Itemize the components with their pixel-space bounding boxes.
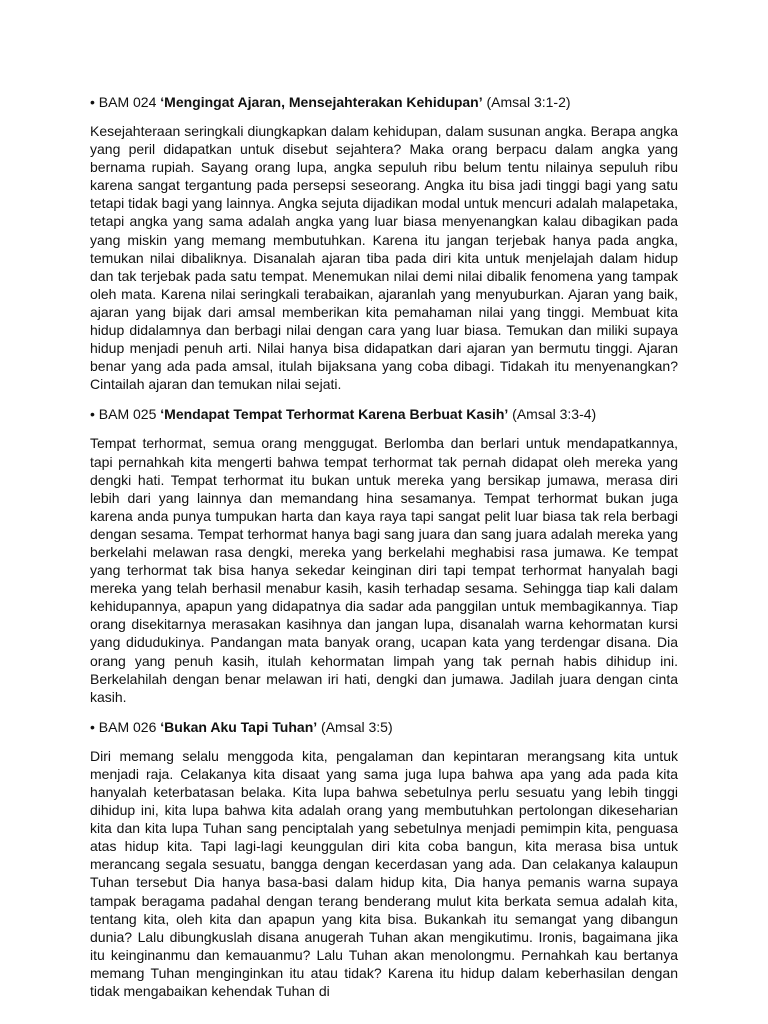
- section-body-bam-025: Tempat terhormat, semua orang menggugat. Berlomba dan berlari untuk mendapatkannya, tapi pernahkah kita mengerti bahwa tempat terhormat tak pernah didapat oleh mereka yang dengki hati. Tempat terhormat itu bukan untuk mereka yang bersikap jumawa, merasa diri lebih dari yang lainnya dan memandang hina sesamanya. Tempat terhormat bukan juga karena anda punya tumpukan harta dan kaya raya tapi sangat pelit luar biasa tak rela berbagi dengan sesama. Tempat terhormat hanya bagi sang juara dan sang juara adalah mereka yang berkelahi melawan rasa dengki, mereka yang berkelahi meghabisi rasa jumawa. Ke tempat yang terhormat tak bisa hanya sekedar keinginan diri tapi tempat terhormat hanyalah bagi mereka yang telah berhasil menabur kasih, kasih terhadap sesama. Sehingga tiap kali dalam kehidupannya, apapun yang didapatnya dia sadar ada panggilan untuk membagikannya. Tiap orang disekitarnya merasakan kasihnya dan jangan lupa, disanalah warna kehormatan kursi yang didudukinya. Pandangan mata banyak orang, ucapan kata yang terdengar disana. Dia orang yang penuh kasih, itulah kehormatan limpah yang tak pernah habis dihidup ini. Berkelahilah dengan benar melawan iri hati, dengki dan jumawa. Jadilah juara dengan cinta kasih.: [90, 435, 678, 705]
- section-body-bam-026: Diri memang selalu menggoda kita, pengalaman dan kepintaran merangsang kita untuk menjadi raja. Celakanya kita disaat yang sama juga lupa bahwa apa yang ada pada kita hanyalah keterbatasan belaka. Kita lupa bahwa sebetulnya perlu sesuatu yang lebih tinggi dihidup ini, kita lupa bahwa kita adalah orang yang membutuhkan pertolongan dikeseharian kita dan kita lupa Tuhan sang penciptalah yang sebetulnya menjadi pemimpin kita, penguasa atas hidup kita. Tapi lagi-lagi keunggulan diri kita coba bangun, kita merasa bisa untuk merancang segala sesuatu, bangga dengan kecerdasan yang ada. Dan celakanya kalaupun Tuhan tersebut Dia hanya basa-basi dalam hidup kita, Dia hanya pemanis warna supaya tampak beragama padahal dengan terang benderang mulut kita berkata semua adalah kita, tentang kita, oleh kita dan apapun yang kita bisa. Bukankah itu semangat yang dibangun dunia? Lalu dibungkuslah disana anugerah Tuhan akan mengikutimu. Ironis, bagaimana jika itu keinginanmu dan kemauanmu? Lalu Tuhan akan menolongmu. Pernahkah kau bertanya memang Tuhan menginginkan itu atau tidak? Karena itu hidup dalam keberhasilan dengan tidak mengabaikan kehendak Tuhan di: [90, 747, 678, 1000]
- section-code: BAM 026: [98, 718, 157, 735]
- section-reference: (Amsal 3:3-4): [512, 406, 597, 423]
- bullet: •: [90, 94, 95, 110]
- section-reference: (Amsal 3:1-2): [486, 94, 571, 110]
- section-heading-bam-026: [90, 717, 678, 737]
- section-heading-bam-025: [90, 404, 678, 424]
- section-title: ‘Mendapat Tempat Terhormat Karena Berbuat Kasih’: [160, 406, 509, 423]
- section-title: ‘Mengingat Ajaran, Mensejahterakan Kehidupan’: [160, 94, 483, 110]
- section-code: BAM 024: [98, 94, 157, 110]
- bullet: •: [90, 718, 95, 735]
- section-code: BAM 025: [98, 406, 157, 423]
- section-body-bam-024: Kesejahteraan seringkali diungkapkan dalam kehidupan, dalam susunan angka. Berapa angka yang peril didapatkan untuk disebut sejahtera? Maka orang berpacu dalam angka yang bernama rupiah. Sayang orang lupa, angka sepuluh ribu belum tentu nilainya sepuluh ribu karena sangat tergantung pada persepsi seseorang. Angka itu bisa jadi tinggi bagi yang satu tetapi tidak bagi yang lainnya. Angka sejuta dijadikan modal untuk mencuri adalah malapetaka, tetapi angka yang sama adalah angka yang luar biasa menyenangkan kalau dibagikan pada yang miskin yang memang membutuhkan. Karena itu jangan terjebak hanya pada angka, temukan nilai dibaliknya. Disanalah ajaran tiba pada diri kita untuk menjelajah dalam hidup dan tak terjebak pada satu tempat. Menemukan nilai demi nilai dibalik fenomena yang tampak oleh mata. Karena nilai seringkali terabaikan, ajaranlah yang menyuburkan. Ajaran yang baik, ajaran yang bijak dari amsal memberikan kita pemahaman nilai yang tinggi. Membuat kita hidup didalamnya dan berbagi nilai dengan cara yang luar biasa. Temukan dan miliki supaya hidup menjadi penuh arti. Nilai hanya bisa didapatkan dari ajaran yan bermutu tinggi. Ajaran benar yang ada pada amsal, itulah bijaksana yang coba dibagi. Tidakah itu menyenangkan? Cintailah ajaran dan temukan nilai sejati.: [90, 123, 678, 393]
- document-page: [90, 92, 678, 1011]
- section-reference: (Amsal 3:5): [321, 718, 393, 735]
- section-title: ‘Bukan Aku Tapi Tuhan’: [160, 718, 318, 735]
- section-heading-bam-024: [90, 92, 678, 112]
- bullet: •: [90, 406, 95, 423]
